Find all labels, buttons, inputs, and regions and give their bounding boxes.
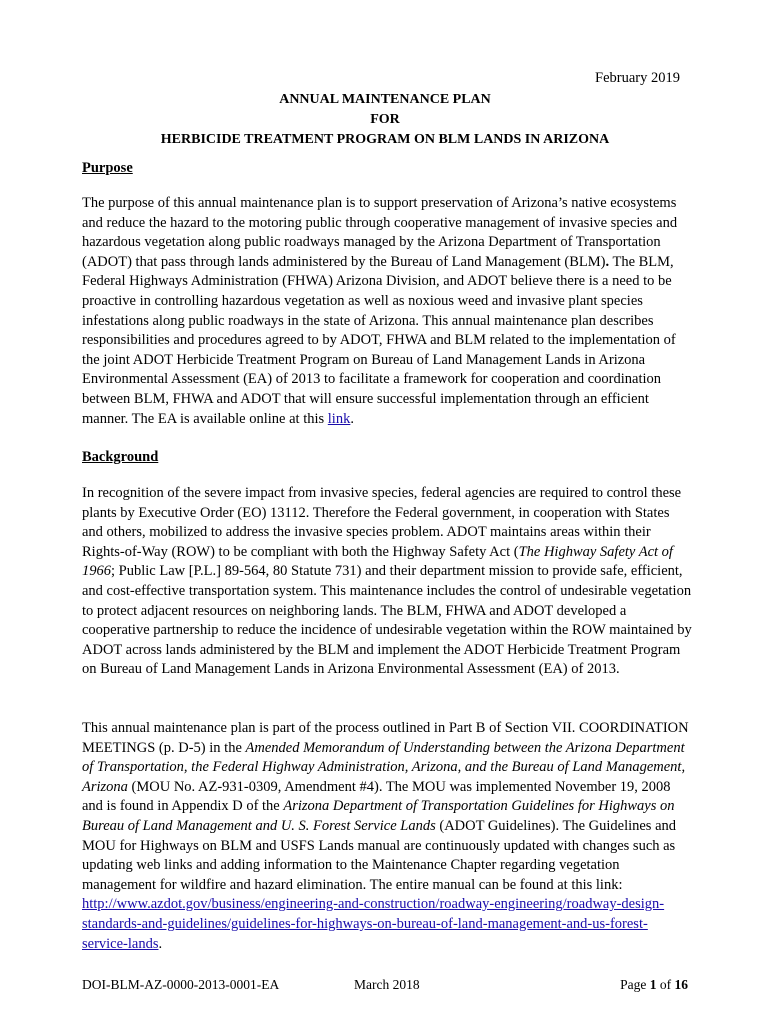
purpose-text-bold: . <box>605 253 610 270</box>
footer-page-number <box>620 977 688 993</box>
purpose-text-2: The BLM, Federal Highways Administration (FHWA) Arizona Division, and ADOT believe there is a need to be proactive in controlling hazardous vegetation as well as noxious weed and invasive plant species infestations along public roadways in the state of Arizona. This annual maintenance plan describes responsibilities and procedures agreed to by ADOT, FHWA and BLM related to the implementation of the joint ADOT Herbicide Treatment Program on Bureau of Land Management Lands in Arizona Environmental Assessment (EA) of 2013 to facilitate a framework for cooperation and coordination between BLM, FHWA and ADOT that will ensure successful implementation through an efficient manner. The EA is available online at this <box>82 253 676 427</box>
title-line-2: FOR <box>370 112 400 127</box>
header-date: February 2019 <box>595 70 680 86</box>
title-line-3: HERBICIDE TREATMENT PROGRAM ON BLM LANDS IN ARIZONA <box>160 132 610 147</box>
document-title <box>0 90 770 150</box>
footer-of-word: of <box>656 977 675 992</box>
background-heading: Background <box>82 449 159 465</box>
manual-link[interactable]: http://www.azdot.gov/business/engineering-and-construction/roadway-engineering/roadway-design-standards-and-guidelines/guidelines-for-highways-on-bureau-of-land-management-and-us-forest-service-lands <box>82 896 665 952</box>
ea-link[interactable]: link <box>327 410 351 427</box>
title-line-1: ANNUAL MAINTENANCE PLAN <box>279 92 491 107</box>
footer-page-word: Page <box>620 977 650 992</box>
footer-doc-id: DOI-BLM-AZ-0000-2013-0001-EA <box>82 977 280 992</box>
bg-p1-text-a: In recognition of the severe impact from invasive species, federal agencies are required to control these plants by Executive Order (EO) 13112. Therefore the Federal government, in cooperation with States and others, mobilized to address the invasive species problem. ADOT maintains areas within their Rights-of-Way (ROW) to be compliant with both the Highway Safety Act ( <box>82 485 682 560</box>
purpose-text-1: The purpose of this annual maintenance plan is to support preservation of Arizona’s native ecosystems and reduce the hazard to the motoring public through cooperative management of invasive species and hazardous vegetation along public roadways managed by the Arizona Department of Transportation (ADOT) that pass through lands administered by the Bureau of Land Management (BLM) <box>82 195 678 270</box>
purpose-paragraph <box>82 194 692 429</box>
bg-p1-italic: The Highway Safety Act of 1966 <box>82 543 673 580</box>
bg-p2-italic-2: Arizona Department of Transportation Guidelines for Highways on Bureau of Land Management and U. S. Forest Service Lands <box>82 798 675 834</box>
footer-page-num: 1 <box>649 977 657 992</box>
bg-p2-text-a: This annual maintenance plan is part of the process outlined in Part B of Section VII. COORDINATION MEETINGS (p. D-5) in the <box>82 720 689 756</box>
footer-date: March 2018 <box>354 977 420 992</box>
bg-p2-text-b: (MOU No. AZ-931-0309, Amendment #4). The MOU was implemented November 19, 2008 and is found in Appendix D of the <box>82 778 671 815</box>
bg-p2-italic-1: Amended Memorandum of Understanding between the Arizona Department of Transportation, the Federal Highway Administration, Arizona, and the Bureau of Land Management, Arizona <box>82 739 686 795</box>
footer-page-total: 16 <box>674 977 688 992</box>
purpose-text-end: . <box>350 410 354 427</box>
bg-p2-text-end: . <box>158 935 163 952</box>
background-paragraph-2 <box>82 719 692 954</box>
background-paragraph-1 <box>82 484 692 680</box>
bg-p1-text-b: ; Public Law [P.L.] 89-564, 80 Statute 731) and their department mission to provide safe, efficient, and cost-effective transportation system. This maintenance includes the control of undesirable vegetation to protect adjacent resources on neighboring lands. The BLM, FHWA and ADOT developed a cooperative partnership to reduce the incidence of undesirable vegetation within the ROW maintained by ADOT across lands administered by the BLM and implement the ADOT Herbicide Treatment Program on Bureau of Land Management Lands in Arizona Environmental Assessment (EA) of 2013. <box>82 563 692 678</box>
bg-p2-text-c: (ADOT Guidelines). The Guidelines and MOU for Highways on BLM and USFS Lands manual are continuously updated with changes such as updating web links and adding information to the Maintenance Chapter regarding vegetation management for wildfire and hazard elimination. The entire manual can be found at this link: <box>82 817 677 893</box>
purpose-heading: Purpose <box>82 160 133 176</box>
